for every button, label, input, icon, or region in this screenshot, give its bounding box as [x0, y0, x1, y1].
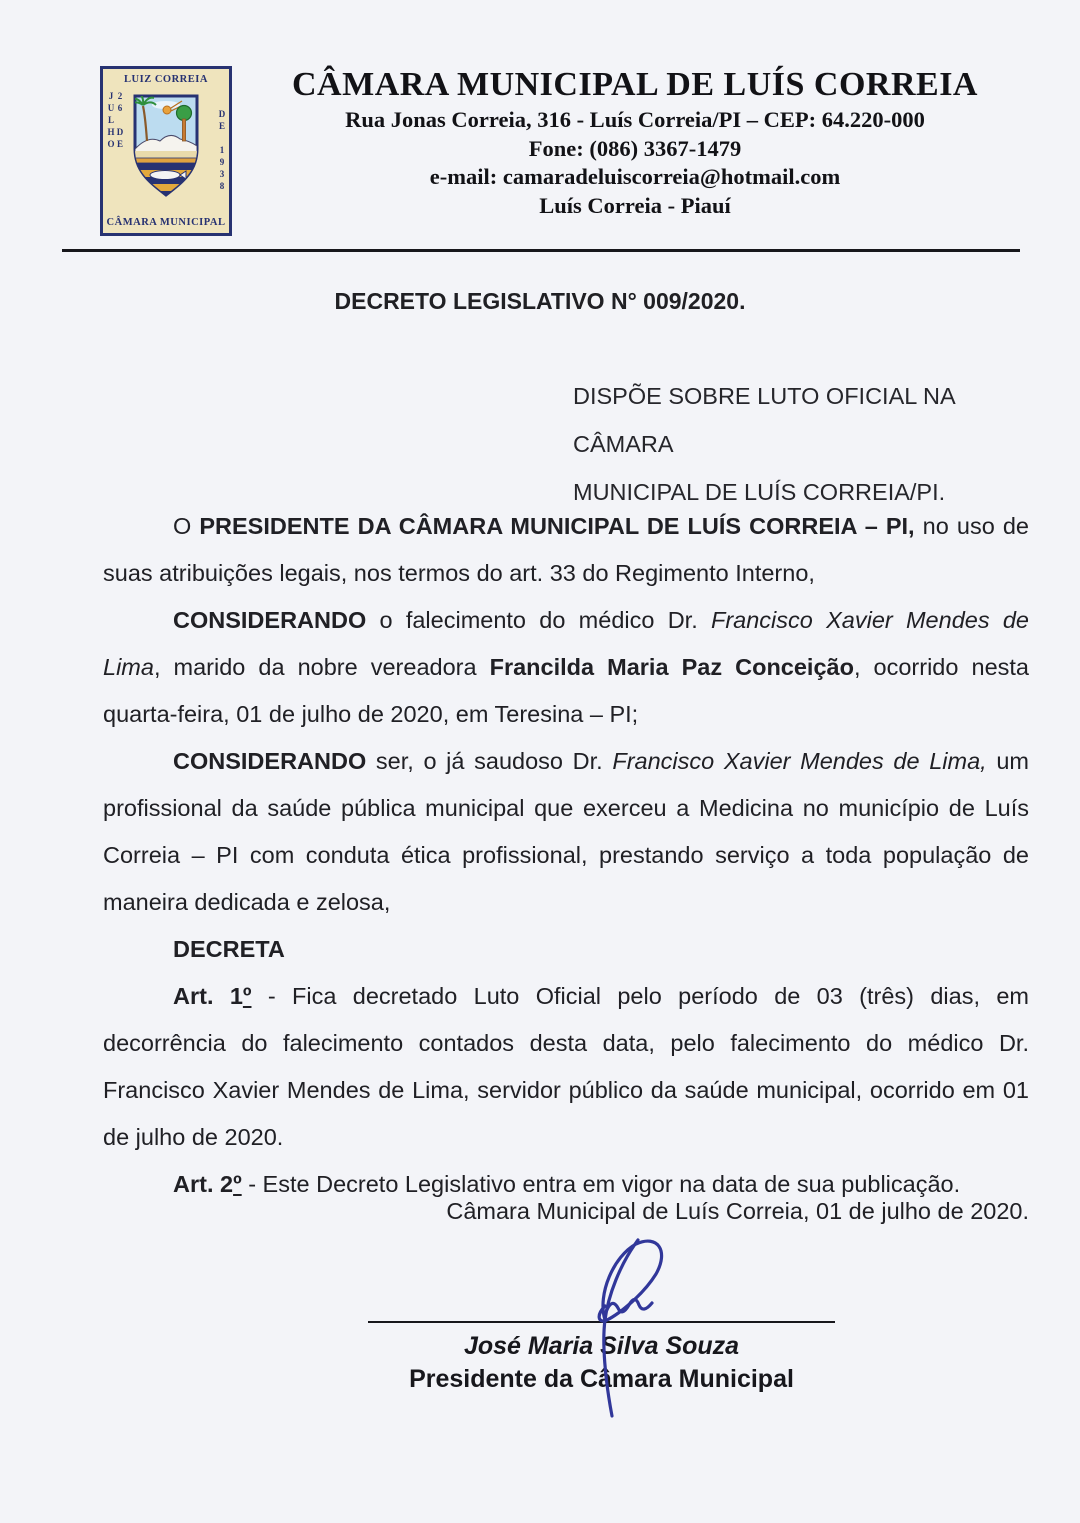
decree-paragraph: CONSIDERANDO ser, o já saudoso Dr. Francisco Xavier Mendes de Lima, um profissional da saúde pública municipal que exerceu a Medicina no município de Luís Correia – PI com conduta ética profissional, prestando serviço a toda população de maneira dedicada e zelosa,	[103, 748, 1029, 915]
logo-left-label: 26 DE JULHO	[106, 91, 125, 151]
decree-subject-line: DISPÕE SOBRE LUTO OFICIAL NA CÂMARA	[573, 383, 955, 457]
org-email: e-mail: camaradeluiscorreia@hotmail.com	[429, 164, 841, 189]
decree-paragraph: Art. 2º - Este Decreto Legislativo entra em vigor na data de sua publicação.	[173, 1171, 961, 1197]
org-address: Rua Jonas Correia, 316 - Luís Correia/PI – CEP: 64.220-000	[345, 107, 925, 132]
letterhead	[240, 64, 1030, 220]
decree-paragraph: CONSIDERANDO o falecimento do médico Dr. Francisco Xavier Mendes de Lima, marido da nobre vereadora Francilda Maria Paz Conceição, ocorrido nesta quarta-feira, 01 de julho de 2020, em Teresina – PI;	[103, 607, 1029, 727]
decree-body	[103, 503, 1029, 1208]
logo-top-label: LUIZ CORREIA	[124, 74, 208, 85]
municipal-coat-of-arms	[100, 66, 232, 236]
org-phone: Fone: (086) 3367-1479	[528, 135, 742, 161]
signer-name: José Maria Silva Souza	[463, 1332, 740, 1360]
decree-paragraph: Art. 1º - Fica decretado Luto Oficial pelo período de 03 (três) dias, em decorrência do falecimento contados desta data, pelo falecimento do médico Dr. Francisco Xavier Mendes de Lima, servidor público da saúde municipal, ocorrido em 01 de julho de 2020.	[103, 983, 1029, 1150]
coat-of-arms-shield-icon	[126, 89, 206, 208]
decree-subject-line: MUNICIPAL DE LUÍS CORREIA/PI.	[573, 479, 946, 505]
decree-paragraph: O PRESIDENTE DA CÂMARA MUNICIPAL DE LUÍS CORREIA – PI, no uso de suas atribuições legais, nos termos do art. 33 do Regimento Interno,	[103, 513, 1029, 586]
org-city: Luís Correia - Piauí	[539, 192, 731, 218]
decree-paragraph: DECRETA	[173, 936, 285, 962]
logo-bottom-label: CÂMARA MUNICIPAL	[106, 217, 226, 228]
decree-title: DECRETO LEGISLATIVO N° 009/2020.	[334, 288, 746, 314]
org-name: CÂMARA MUNICIPAL DE LUÍS CORREIA	[292, 66, 978, 103]
signature-block	[368, 1321, 835, 1396]
decree-dateline: Câmara Municipal de Luís Correia, 01 de julho de 2020.	[446, 1198, 1029, 1224]
header-divider	[62, 249, 1020, 252]
decree-subject	[573, 372, 1005, 516]
signer-role: Presidente da Câmara Municipal	[409, 1365, 794, 1393]
logo-right-label: DE 1938	[217, 109, 227, 193]
